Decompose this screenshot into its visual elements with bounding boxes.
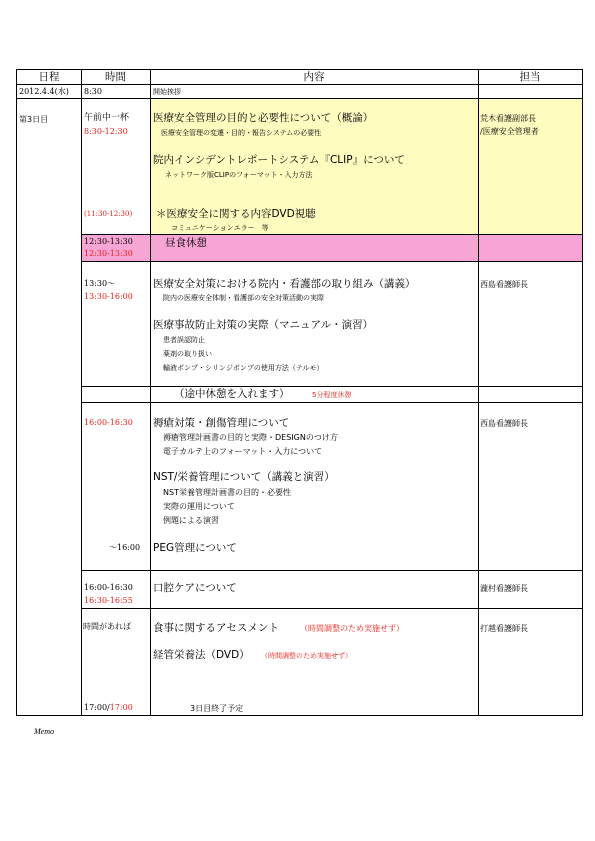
row6-topic1-sub2: 電子カルテ上のフォーマット・入力について: [163, 447, 323, 456]
row8-person: 打越看護師長: [480, 624, 528, 633]
row2-time-label: 午前中一杯: [84, 113, 130, 123]
row6-time: 16:00-16:30: [84, 418, 133, 427]
row6-topic3-title: PEG管理について: [153, 542, 237, 554]
row2-person: 荒木看護副部長: [480, 114, 536, 123]
memo-label: Memo: [34, 727, 54, 736]
row7-person: 瀧村看護師長: [480, 584, 528, 593]
row2-topic3-title: ＊医療安全に関する内容DVD視聴: [156, 208, 316, 220]
row6-topic2-sub3: 例題による演習: [163, 516, 219, 525]
row2-topic2-title: 院内インシデントレポートシステム『CLIP』について: [153, 154, 405, 166]
row2-topic1-sub: 医療安全管理の変遷・目的・報告システムの必要性: [161, 129, 322, 137]
row6-peg-time: ～16:00: [109, 543, 141, 552]
row1-date: 2012.4.4(水): [19, 87, 69, 96]
row8-topic2-title: 経管栄養法（DVD）: [153, 649, 250, 661]
highlight-lunch-content: [150, 234, 582, 261]
row6-topic2-sub2: 実際の運用について: [163, 502, 235, 511]
row6-topic2-sub1: NST栄養管理計画書の目的・必要性: [163, 488, 291, 497]
row8-end-time-actual: 17:00: [109, 703, 133, 712]
row6-topic1-title: 褥瘡対策・創傷管理について: [153, 417, 290, 429]
row4-time-range: 13:30-16:00: [84, 292, 133, 301]
row4-topic2-sub3: 輸液ポンプ・シリンジポンプの使用方法（テルモ）: [163, 364, 324, 372]
row1-content: 開始挨拶: [153, 88, 181, 96]
row8-end: 3日目終了予定: [190, 704, 244, 713]
row6-topic1-sub1: 褥瘡管理計画書の目的と実際・DESIGNのつけ方: [163, 433, 338, 442]
row8-topic1-title: 食事に関するアセスメント: [153, 622, 279, 634]
row5-break: （途中休憩を入れます）: [174, 388, 290, 400]
row3-lunch: 昼食休憩: [165, 237, 207, 249]
row8-topic2-note: （時間調整のため実施せず）: [261, 652, 352, 660]
row4-topic1-title: 医療安全対策における院内・看護部の取り組み（講義）: [153, 278, 416, 290]
header-person: 担当: [519, 71, 541, 83]
row4-person: 西島看護師長: [480, 280, 528, 289]
row2-person-role: /医療安全管理者: [480, 127, 539, 136]
row2-time-range: 8:30-12:30: [84, 127, 128, 136]
row2-topic2-sub: ネットワーク版CLIPのフォーマット・入力方法: [165, 171, 313, 179]
row4-topic2-title: 医療事故防止対策の実際（マニュアル・演習）: [153, 319, 374, 331]
row8-time: 時間があれば: [83, 622, 131, 631]
row5-break-note: 5分程度休憩: [312, 391, 352, 399]
row8-end-time-planned: 17:00/: [84, 703, 110, 712]
row2-day: 第3日目: [19, 115, 49, 124]
row8-end-time: [84, 702, 133, 713]
header-content: 内容: [303, 71, 325, 83]
row6-topic2-title: NST/栄養管理について（講義と演習）: [153, 471, 335, 483]
row4-topic1-sub: 院内の医療安全体制・看護部の安全対策活動の実際: [163, 294, 324, 302]
header-time: 時間: [105, 71, 126, 83]
row7-time-actual: 16:30-16:55: [84, 596, 133, 605]
row8-topic1-note: （時間調整のため実施せず）: [300, 624, 404, 633]
row7-topic: 口腔ケアについて: [153, 582, 237, 594]
row6-person: 西島看護師長: [480, 419, 528, 428]
row4-time-start: 13:30～: [84, 279, 116, 288]
row4-topic2-sub2: 薬剤の取り扱い: [163, 350, 212, 358]
schedule-table: [16, 69, 583, 716]
row2-topic3-sub: コミュニケーションエラー 等: [171, 224, 269, 232]
row1-time: 8:30: [84, 87, 102, 96]
row2-topic1-title: 医療安全管理の目的と必要性について（概論）: [153, 112, 374, 124]
row3-time-actual: 12:30-13:30: [84, 249, 133, 258]
row7-time: 16:00-16:30: [84, 583, 133, 592]
row4-topic2-sub1: 患者誤認防止: [163, 336, 205, 344]
row3-time: 12:30-13:30: [84, 237, 133, 246]
row2-dvd-time: (11:30-12:30): [84, 210, 133, 218]
header-date: 日程: [38, 71, 60, 83]
